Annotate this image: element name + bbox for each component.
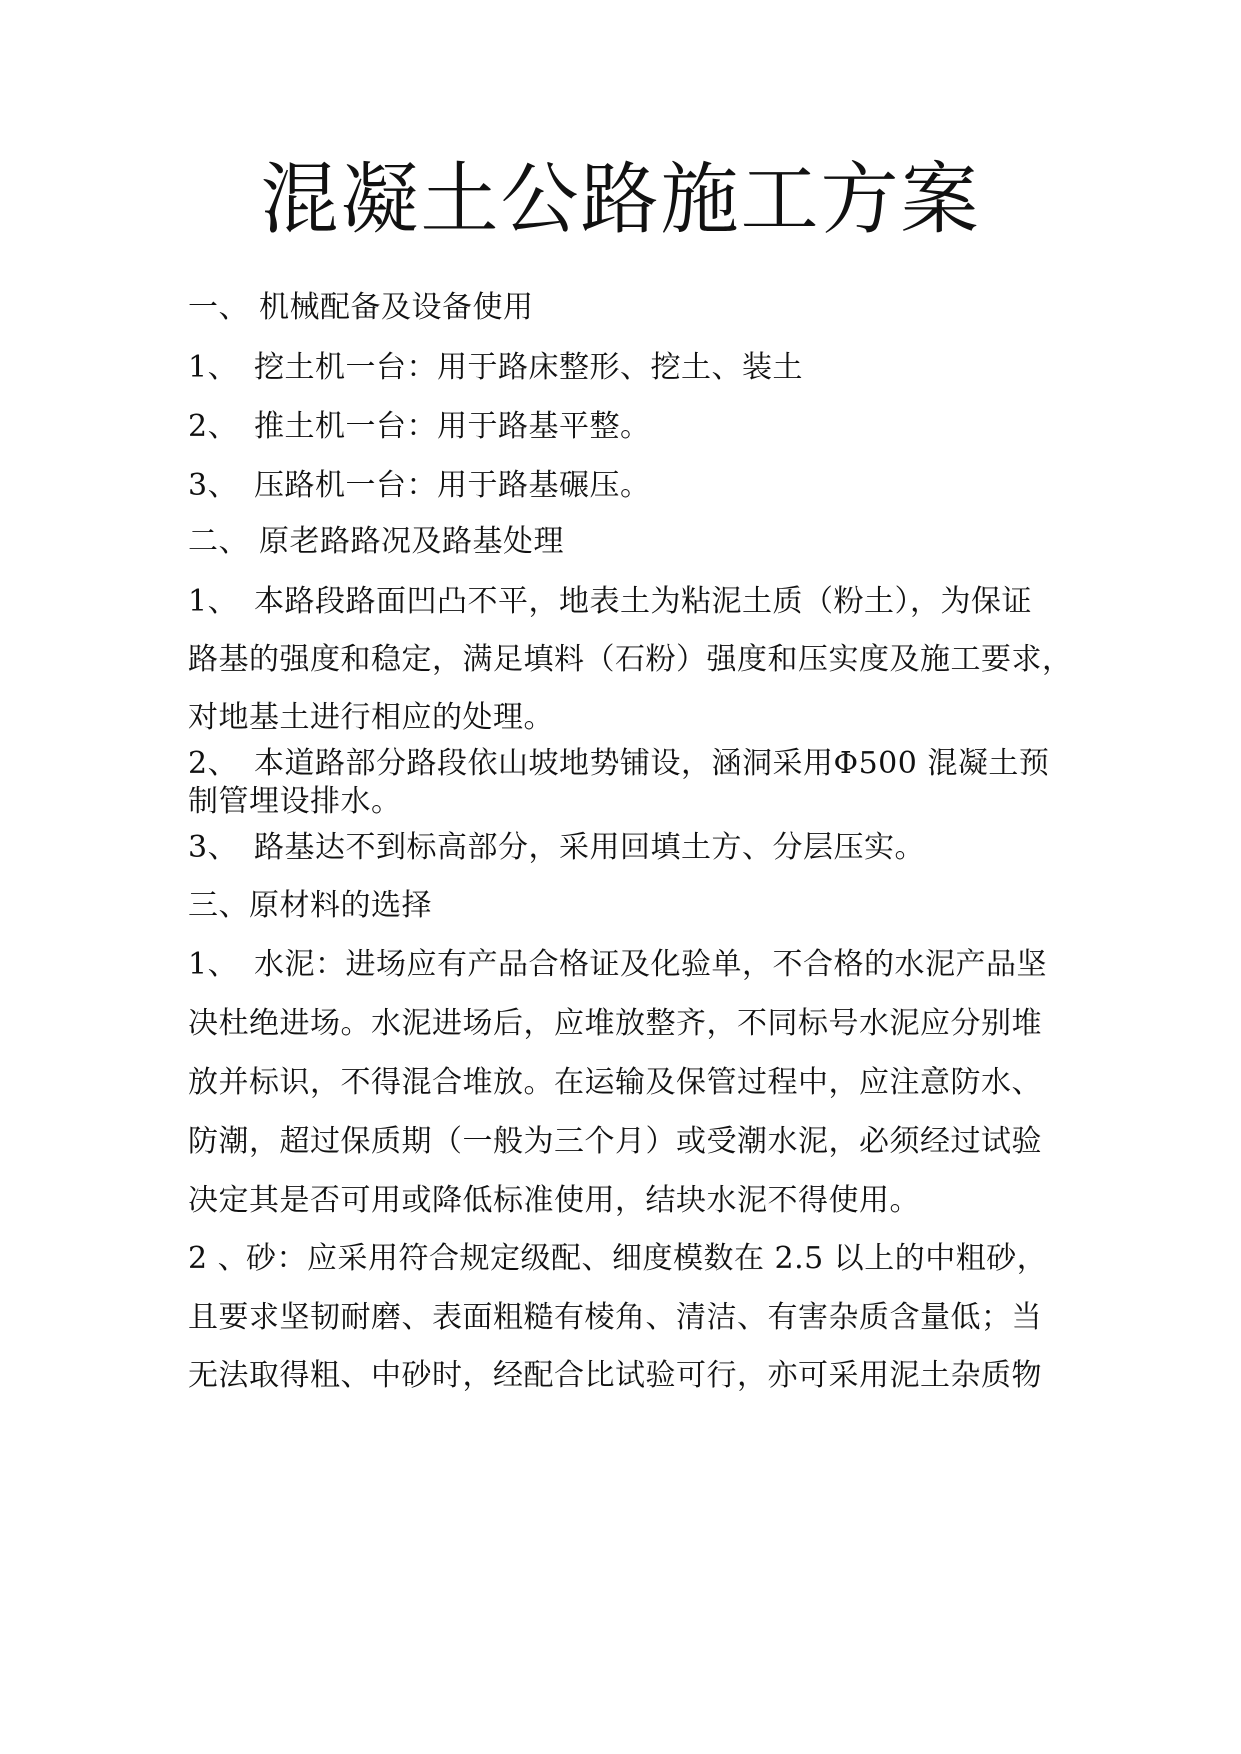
paragraph-line: 制管埋设排水。 (188, 784, 402, 819)
list-item (188, 1239, 1068, 1279)
paragraph-line: 无法取得粗、中砂时，经配合比试验可行，亦可采用泥土杂质物 (188, 1358, 1042, 1393)
paragraph-line: 决杜绝进场。水泥进场后，应堆放整齐，不同标号水泥应分别堆 (188, 1006, 1042, 1041)
list-item (188, 348, 1068, 388)
paragraph-line: 路基的强度和稳定，满足填料（石粉）强度和压实度及施工要求， (188, 642, 1073, 677)
paragraph-line: 防潮，超过保质期（一般为三个月）或受潮水泥，必须经过试验 (188, 1124, 1042, 1159)
list-item (188, 407, 1068, 447)
item-number: 1、 (188, 584, 239, 619)
list-item (188, 582, 1068, 622)
section-heading-3: 三、原材料的选择 (188, 888, 432, 923)
list-item (188, 466, 1068, 506)
paragraph-line: 决定其是否可用或降低标准使用，结块水泥不得使用。 (188, 1183, 920, 1218)
list-item (188, 744, 1068, 784)
item-number: 2、 (188, 746, 239, 781)
item-text: 本道路部分路段依山坡地势铺设，涵洞采用Φ500 混凝土预 (254, 746, 1050, 781)
paragraph-line: 对地基土进行相应的处理。 (188, 700, 554, 735)
item-number: 1、 (188, 947, 239, 982)
item-text: 水泥：进场应有产品合格证及化验单，不合格的水泥产品坚 (254, 947, 1047, 982)
item-text: 压路机一台：用于路基碾压。 (254, 468, 651, 503)
paragraph-line: 放并标识，不得混合堆放。在运输及保管过程中，应注意防水、 (188, 1065, 1042, 1100)
paragraph-line: 且要求坚韧耐磨、表面粗糙有棱角、清洁、有害杂质含量低；当 (188, 1300, 1042, 1335)
item-text: 挖土机一台：用于路床整形、挖土、装土 (254, 350, 803, 385)
document-title: 混凝土公路施工方案 (260, 155, 981, 245)
item-text: 砂：应采用符合规定级配、细度模数在 2.5 以上的中粗砂， (246, 1241, 1048, 1276)
item-number: 3、 (188, 468, 239, 503)
section-heading-2: 二、 原老路路况及路基处理 (188, 524, 565, 559)
item-number: 3、 (188, 830, 239, 865)
item-text: 路基达不到标高部分，采用回填土方、分层压实。 (254, 830, 925, 865)
item-number: 2 、 (188, 1241, 249, 1276)
item-number: 1、 (188, 350, 239, 385)
section-heading-1: 一、 机械配备及设备使用 (188, 290, 534, 325)
list-item (188, 828, 1068, 868)
list-item (188, 945, 1068, 985)
item-text: 本路段路面凹凸不平，地表土为粘泥土质（粉土），为保证 (254, 584, 1032, 619)
item-text: 推土机一台：用于路基平整。 (254, 409, 651, 444)
item-number: 2、 (188, 409, 239, 444)
